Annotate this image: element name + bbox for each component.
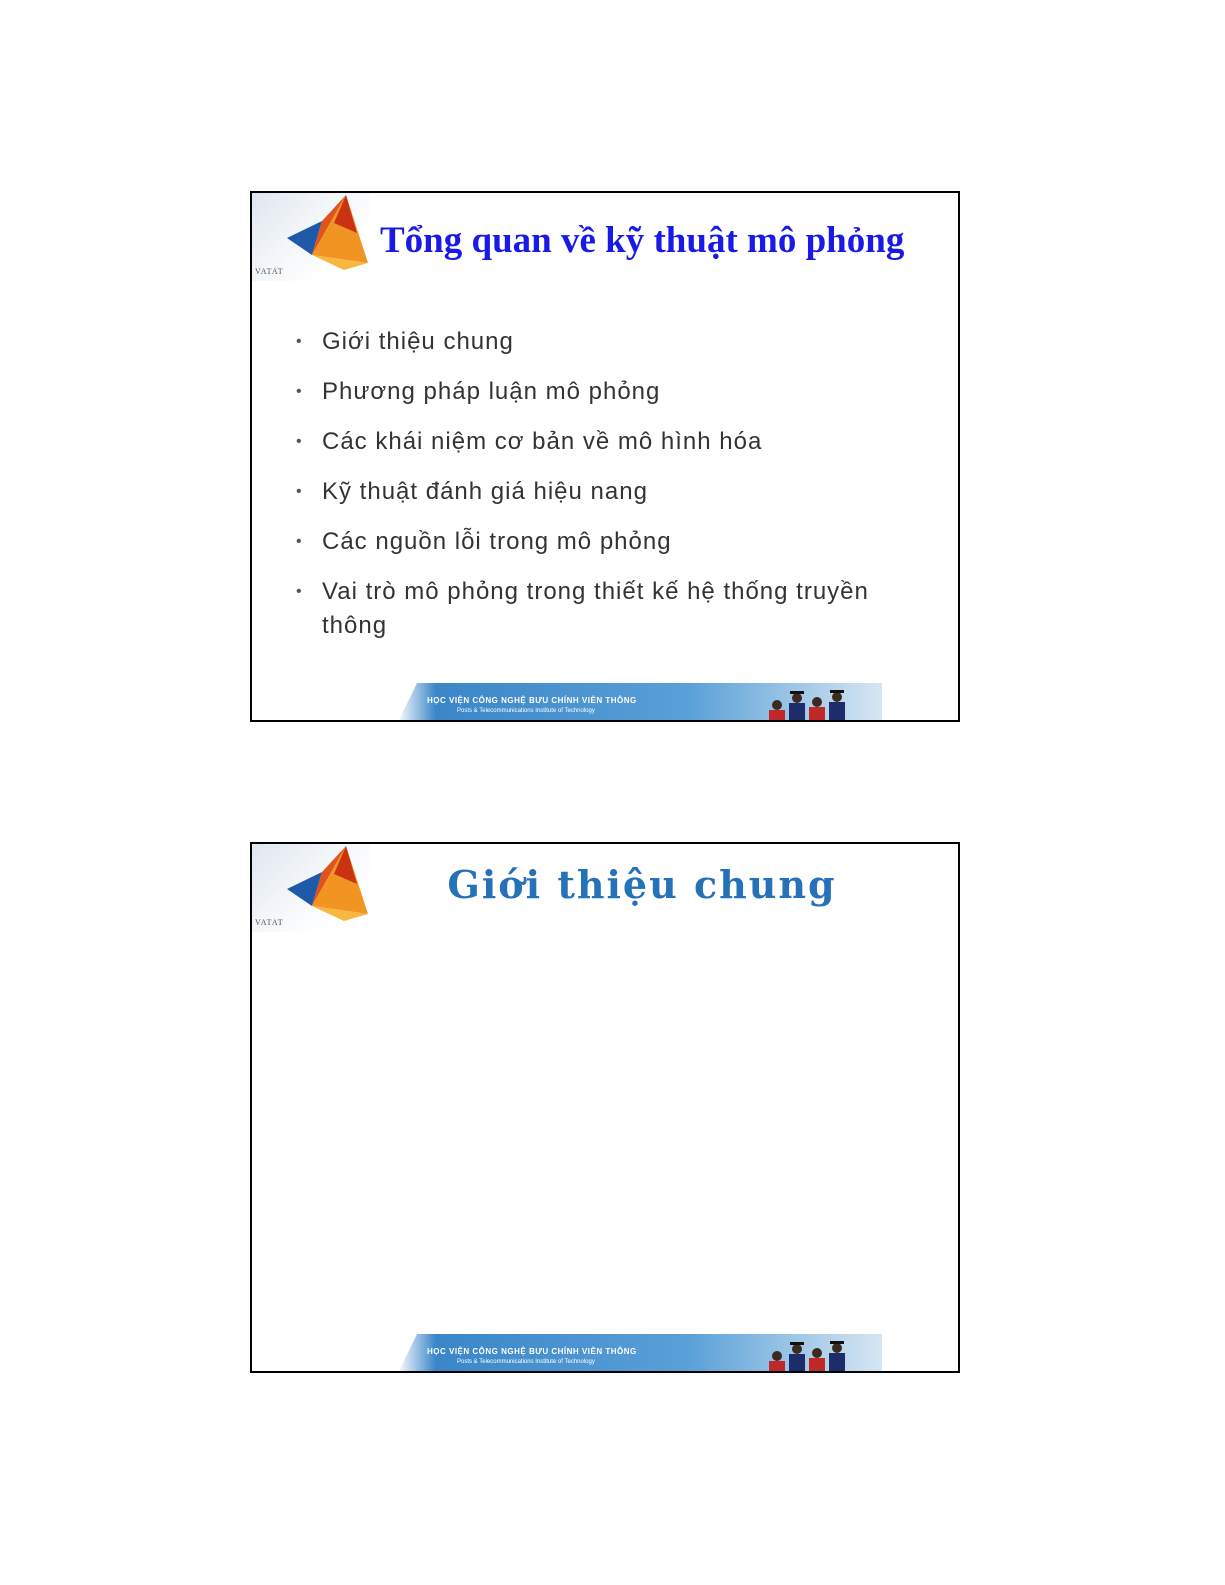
banner-institute-name: HỌC VIỆN CÔNG NGHỆ BƯU CHÍNH VIỄN THÔNG (427, 696, 637, 705)
corner-logo-text: VATAT (255, 267, 284, 276)
banner-institute-name: HỌC VIỆN CÔNG NGHỆ BƯU CHÍNH VIỄN THÔNG (427, 1347, 637, 1356)
slide-1 (250, 191, 960, 722)
footer-banner (397, 1334, 882, 1373)
bullet-item: • Các khái niệm cơ bản về mô hình hóa (294, 425, 894, 459)
banner-institute-english: Posts & Telecommunications Institute of Technology (457, 1359, 595, 1365)
bullet-item: • Các nguồn lỗi trong mô phỏng (294, 525, 894, 559)
footer-banner (397, 683, 882, 722)
bullet-item: • Giới thiệu chung (294, 325, 894, 359)
corner-logo-text: VATAT (255, 918, 284, 927)
bullet-dot-icon: • (296, 483, 303, 500)
bullet-dot-icon: • (296, 533, 303, 550)
bullet-dot-icon: • (296, 433, 303, 450)
bullet-dot-icon: • (296, 583, 303, 600)
bullet-item: • Vai trò mô phỏng trong thiết kế hệ thống truyền thông (294, 575, 894, 643)
bullet-dot-icon: • (296, 383, 303, 400)
bullet-item: • Kỹ thuật đánh giá hiệu nang (294, 475, 894, 509)
banner-institute-english: Posts & Telecommunications Institute of Technology (457, 708, 595, 714)
slide-title: Tổng quan về kỹ thuật mô phỏng (380, 220, 905, 261)
bullet-dot-icon: • (296, 333, 303, 350)
bullet-list (294, 325, 894, 659)
slide-title: Giới thiệu chung (447, 862, 837, 907)
slide-corner-logo (252, 193, 370, 281)
slide-2 (250, 842, 960, 1373)
bullet-item: • Phương pháp luận mô phỏng (294, 375, 894, 409)
